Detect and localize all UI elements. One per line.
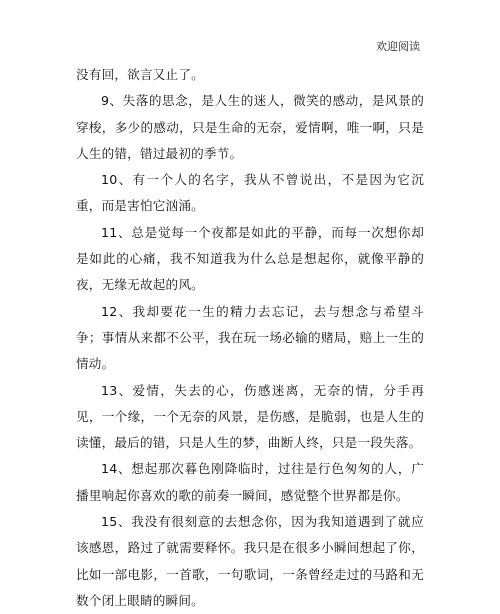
paragraph-0: 没有回，欲言又止了。 [76, 67, 204, 82]
paragraph-2: 10、有一个人的名字，我从不曾说出，不是因为它沉重，而是害怕它汹涌。 [76, 172, 424, 214]
paragraph-6: 14、想起那次暮色刚降临时，过往是行色匆匆的人，广播里响起你喜欢的歌的前奏一瞬间，感觉整个世界都是你。 [76, 461, 424, 503]
paragraph-4: 12、我却要花一生的精力去忘记，去与想念与希望斗争；事情从来都不公平，我在玩一场必输的赌局，赔上一生的情动。 [76, 303, 424, 372]
paragraph-7: 15、我没有很刻意的去想念你，因为我知道遇到了就应该感恩，路过了就需要释怀。我只是在很多小瞬间想起了你，比如一部电影，一首歌，一句歌词，一条曾经走过的马路和无数个闭上眼睛的瞬间。 [76, 514, 424, 608]
paragraph-3: 11、总是觉每一个夜都是如此的平静，而每一次想你却是如此的心痛，我不知道我为什么总是想起你，就像平静的夜，无缘无故起的风。 [76, 224, 424, 293]
paragraph-5: 13、爱情，失去的心，伤感迷离，无奈的情，分手再见，一个缘，一个无奈的风景，是伤感，是脆弱，也是人生的读懂，最后的错，只是人生的梦，曲断人终，只是一段失落。 [76, 382, 424, 451]
document-body [76, 62, 424, 614]
header-label: 欢迎阅读 [376, 40, 420, 53]
paragraph-1: 9、失落的思念，是人生的迷人，微笑的感动，是风景的穿梭，多少的感动，只是生命的无奈，爱情啊，唯一啊，只是人生的错，错过最初的季节。 [76, 93, 424, 161]
